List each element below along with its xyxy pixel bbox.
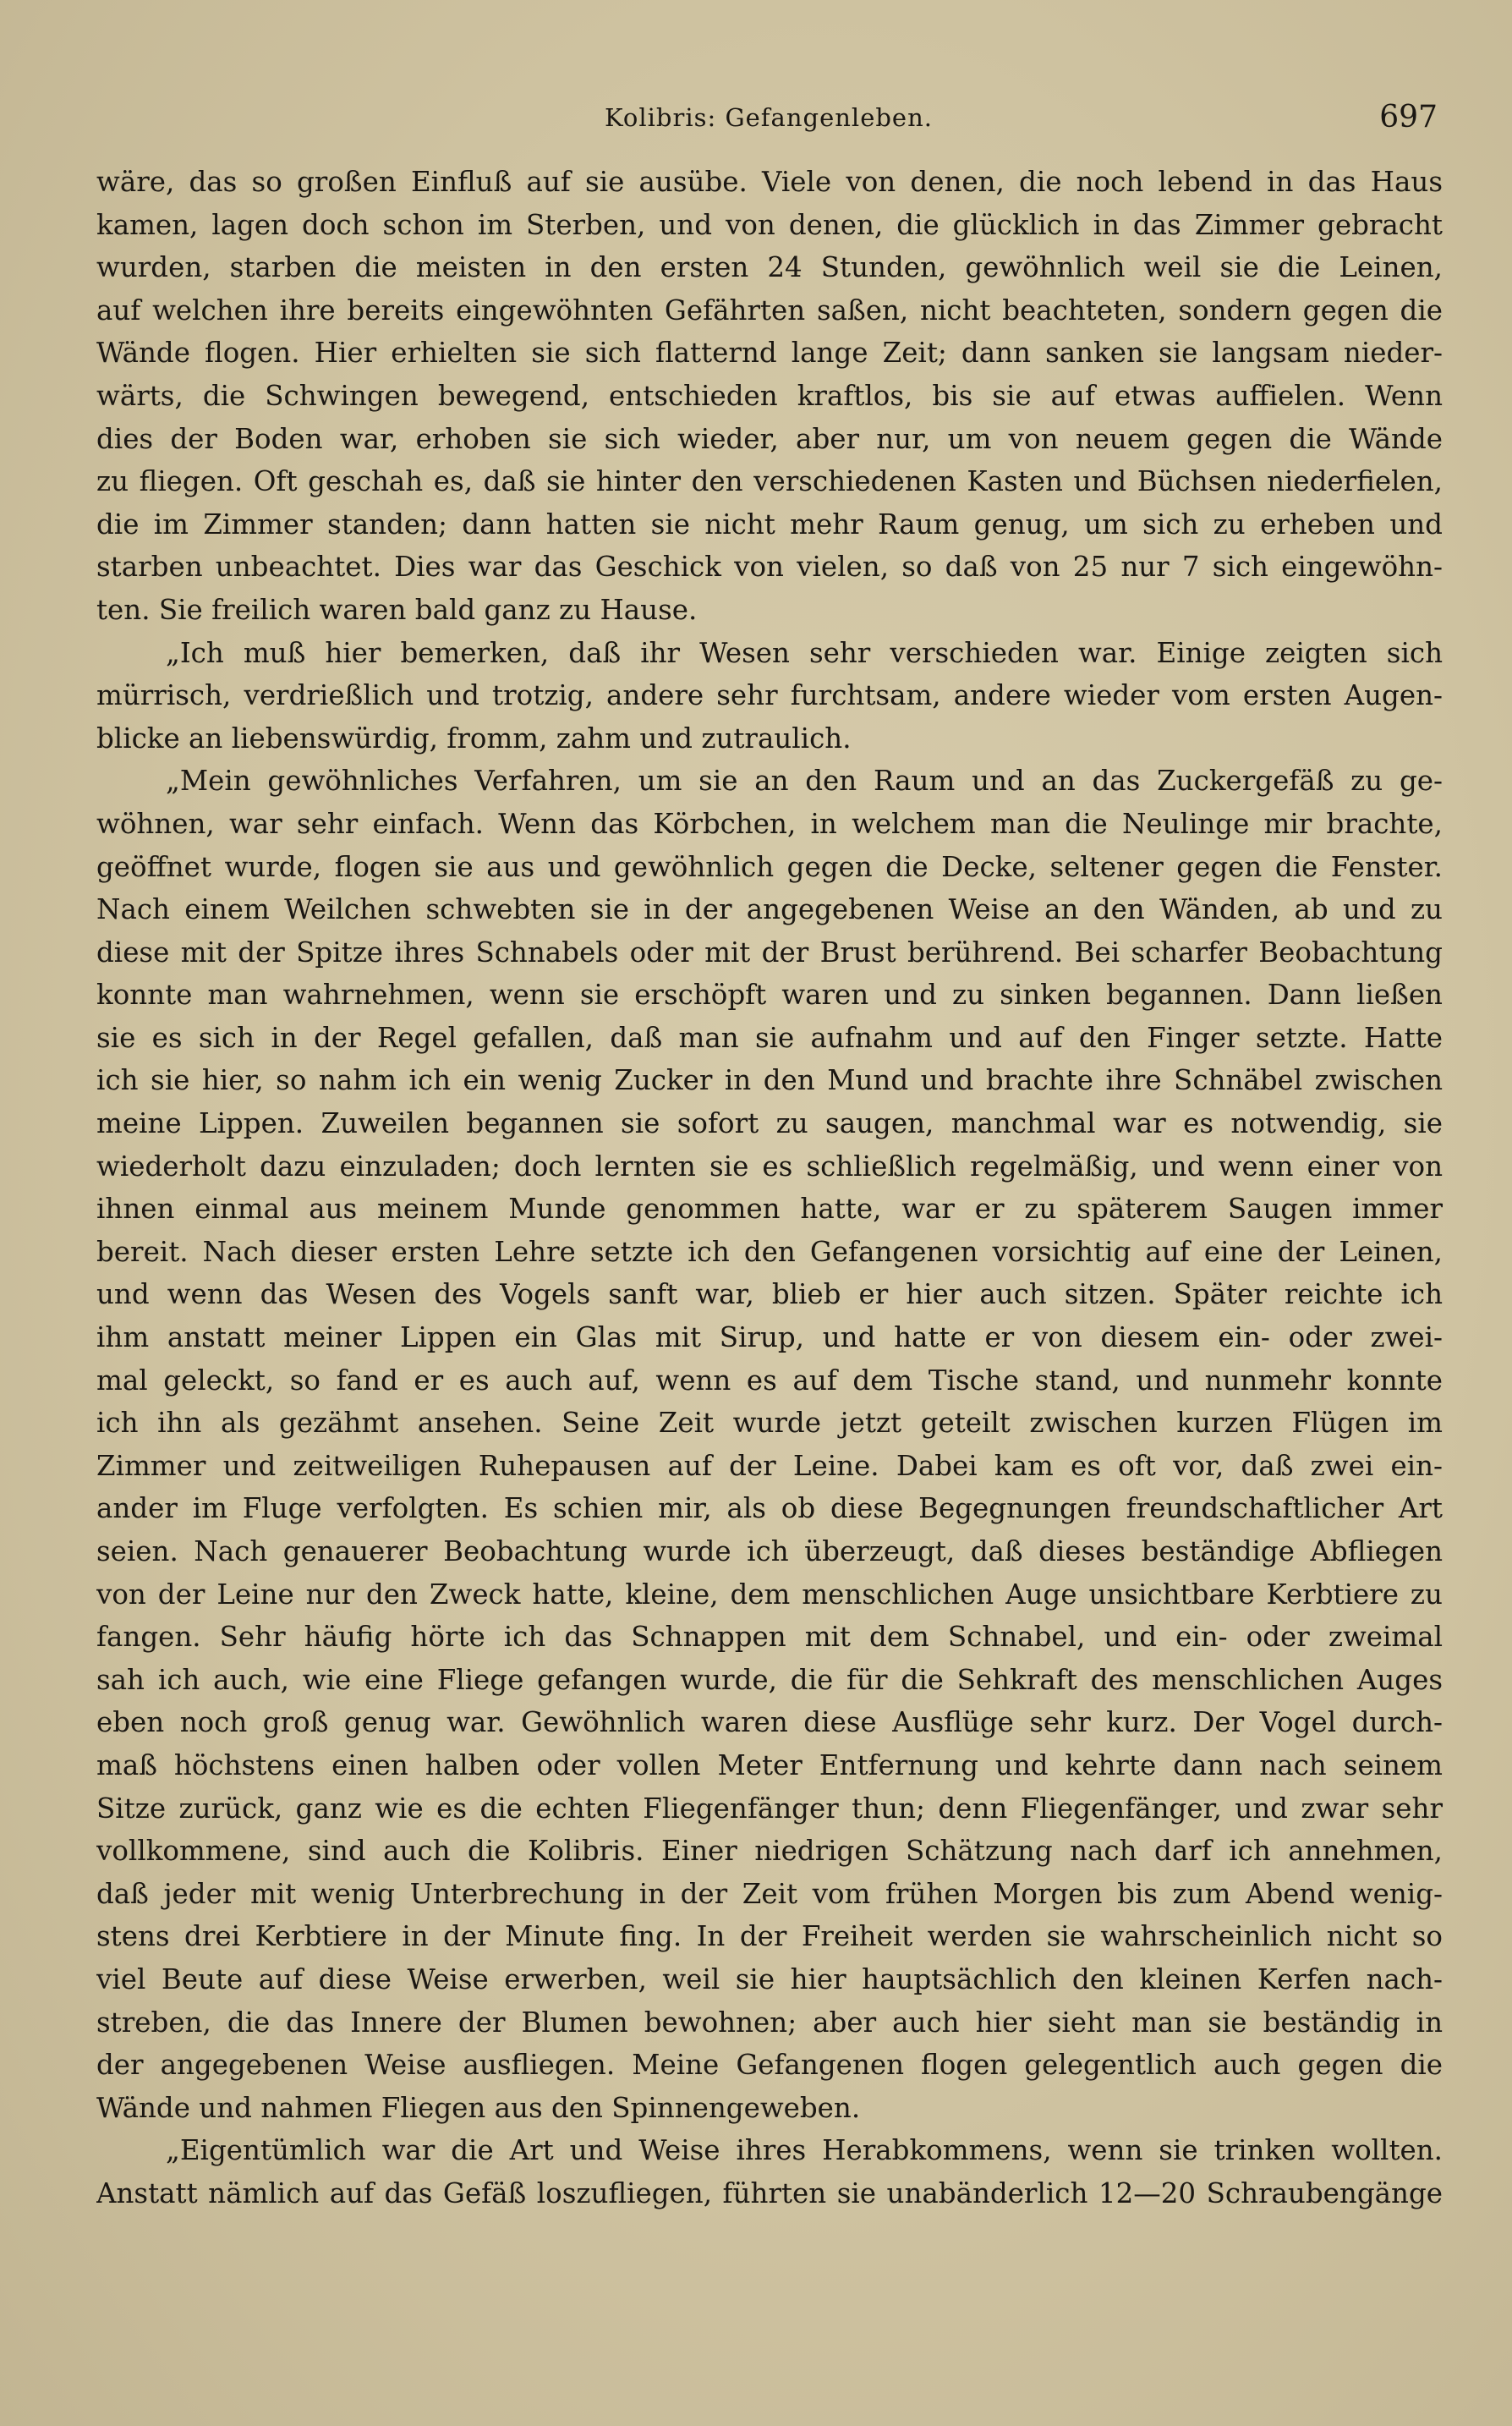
text-line: wöhnen, war sehr einfach. Wenn das Körbchen, in welchem man die Neulinge mir brachte, [96,807,1443,840]
text-line: maß höchstens einen halben oder vollen Meter Entfernung und kehrte dann nach seinem [96,1748,1443,1781]
text-line: ten. Sie freilich waren bald ganz zu Hause. [96,593,698,626]
text-line: ich sie hier, so nahm ich ein wenig Zucker in den Mund und brachte ihre Schnäbel zwischen [96,1064,1443,1097]
text-line: bereit. Nach dieser ersten Lehre setzte ich den Gefangenen vorsichtig auf eine der Leinen, [96,1235,1443,1268]
text-line: kamen, lagen doch schon im Sterben, und von denen, die glücklich in das Zimmer gebracht [96,208,1443,241]
text-line: diese mit der Spitze ihres Schnabels oder mit der Brust berührend. Bei scharfer Beobachtung [96,936,1443,969]
text-line: starben unbeachtet. Dies war das Geschick von vielen, so daß von 25 nur 7 sich eingewöhn- [96,551,1443,584]
text-line: „Mein gewöhnliches Verfahren, um sie an den Raum und an das Zuckergefäß zu ge- [166,765,1443,798]
text-line: die im Zimmer standen; dann hatten sie nicht mehr Raum genug, um sich zu erheben und [96,508,1443,541]
text-line: sie es sich in der Regel gefallen, daß man sie aufnahm und auf den Finger setzte. Hatte [96,1021,1443,1054]
page-header [100,91,1438,142]
text-line: Wände und nahmen Fliegen aus den Spinnengeweben. [96,2091,861,2124]
text-line: konnte man wahrnehmen, wenn sie erschöpft waren und zu sinken begannen. Dann ließen [96,979,1443,1012]
text-line: Wände flogen. Hier erhielten sie sich flatternd lange Zeit; dann sanken sie langsam nieder- [96,337,1443,370]
text-line: Anstatt nämlich auf das Gefäß loszufliegen, führten sie unabänderlich 12—20 Schraubengänge [96,2176,1443,2209]
text-line: wurden, starben die meisten in den ersten 24 Stunden, gewöhnlich weil sie die Leinen, [96,251,1443,284]
text-line: fangen. Sehr häufig hörte ich das Schnappen mit dem Schnabel, und ein- oder zweimal [96,1621,1443,1654]
text-line: meine Lippen. Zuweilen begannen sie sofort zu saugen, manchmal war es notwendig, sie [96,1107,1443,1140]
text-line: sah ich auch, wie eine Fliege gefangen wurde, die für die Sehkraft des menschlichen Auges [96,1663,1443,1696]
text-line: viel Beute auf diese Weise erwerben, weil sie hier hauptsächlich den kleinen Kerfen nach- [96,1962,1443,1995]
text-line: ich ihn als gezähmt ansehen. Seine Zeit wurde jetzt geteilt zwischen kurzen Flügen im [96,1407,1443,1440]
text-line: mürrisch, verdrießlich und trotzig, andere sehr furchtsam, andere wieder vom ersten Augen- [96,679,1443,712]
text-line: ander im Fluge verfolgten. Es schien mir, als ob diese Begegnungen freundschaftlicher Art [96,1492,1443,1525]
text-line: „Ich muß hier bemerken, daß ihr Wesen sehr verschieden war. Einige zeigten sich [166,636,1443,669]
text-line: seien. Nach genauerer Beobachtung wurde ich überzeugt, daß dieses beständige Abfliegen [96,1535,1443,1567]
text-line: Zimmer und zeitweiligen Ruhepausen auf der Leine. Dabei kam es oft vor, daß zwei ein- [96,1449,1443,1482]
text-line: wärts, die Schwingen bewegend, entschieden kraftlos, bis sie auf etwas auffielen. Wenn [96,379,1443,412]
text-line: der angegebenen Weise ausfliegen. Meine Gefangenen flogen gelegentlich auch gegen die [96,2049,1443,2082]
body-text [96,161,1443,2215]
text-line: „Eigentümlich war die Art und Weise ihres Herabkommens, wenn sie trinken wollten. [166,2134,1443,2167]
text-line: wiederholt dazu einzuladen; doch lernten sie es schließlich regelmäßig, und wenn einer von [96,1150,1443,1183]
page-number: 697 [1379,100,1438,134]
text-line: wäre, das so großen Einfluß auf sie ausübe. Viele von denen, die noch lebend in das Haus [96,166,1443,198]
text-line: geöffnet wurde, flogen sie aus und gewöhnlich gegen die Decke, seltener gegen die Fenster. [96,850,1443,883]
text-line: von der Leine nur den Zweck hatte, kleine, dem menschlichen Auge unsichtbare Kerbtiere zu [96,1578,1443,1611]
text-line: ihnen einmal aus meinem Munde genommen hatte, war er zu späterem Saugen immer [96,1193,1443,1226]
text-line: auf welchen ihre bereits eingewöhnten Gefährten saßen, nicht beachteten, sondern gegen die [96,294,1443,327]
text-line: ihm anstatt meiner Lippen ein Glas mit Sirup, und hatte er von diesem ein- oder zwei- [96,1321,1443,1354]
running-title: Kolibris: Gefangenleben. [605,103,933,132]
text-line: eben noch groß genug war. Gewöhnlich waren diese Ausflüge sehr kurz. Der Vogel durch- [96,1706,1443,1739]
text-line: dies der Boden war, erhoben sie sich wieder, aber nur, um von neuem gegen die Wände [96,422,1443,455]
text-line: Sitze zurück, ganz wie es die echten Fliegenfänger thun; denn Fliegenfänger, und zwar sehr [96,1792,1443,1825]
text-line: zu fliegen. Oft geschah es, daß sie hinter den verschiedenen Kasten und Büchsen niederfielen, [96,465,1443,498]
text-line: streben, die das Innere der Blumen bewohnen; aber auch hier sieht man sie beständig in [96,2006,1443,2039]
text-line: stens drei Kerbtiere in der Minute fing. In der Freiheit werden sie wahrscheinlich nicht so [96,1920,1443,1953]
text-line: vollkommene, sind auch die Kolibris. Einer niedrigen Schätzung nach darf ich annehmen, [96,1835,1443,1868]
text-line: und wenn das Wesen des Vogels sanft war, blieb er hier auch sitzen. Später reichte ich [96,1278,1443,1311]
text-line: daß jeder mit wenig Unterbrechung in der Zeit vom frühen Morgen bis zum Abend wenig- [96,1877,1443,1910]
text-line: mal geleckt, so fand er es auch auf, wenn es auf dem Tische stand, und nunmehr konnte [96,1364,1443,1397]
text-line: blicke an liebenswürdig, fromm, zahm und zutraulich. [96,722,852,755]
text-line: Nach einem Weilchen schwebten sie in der angegebenen Weise an den Wänden, ab und zu [96,893,1443,926]
